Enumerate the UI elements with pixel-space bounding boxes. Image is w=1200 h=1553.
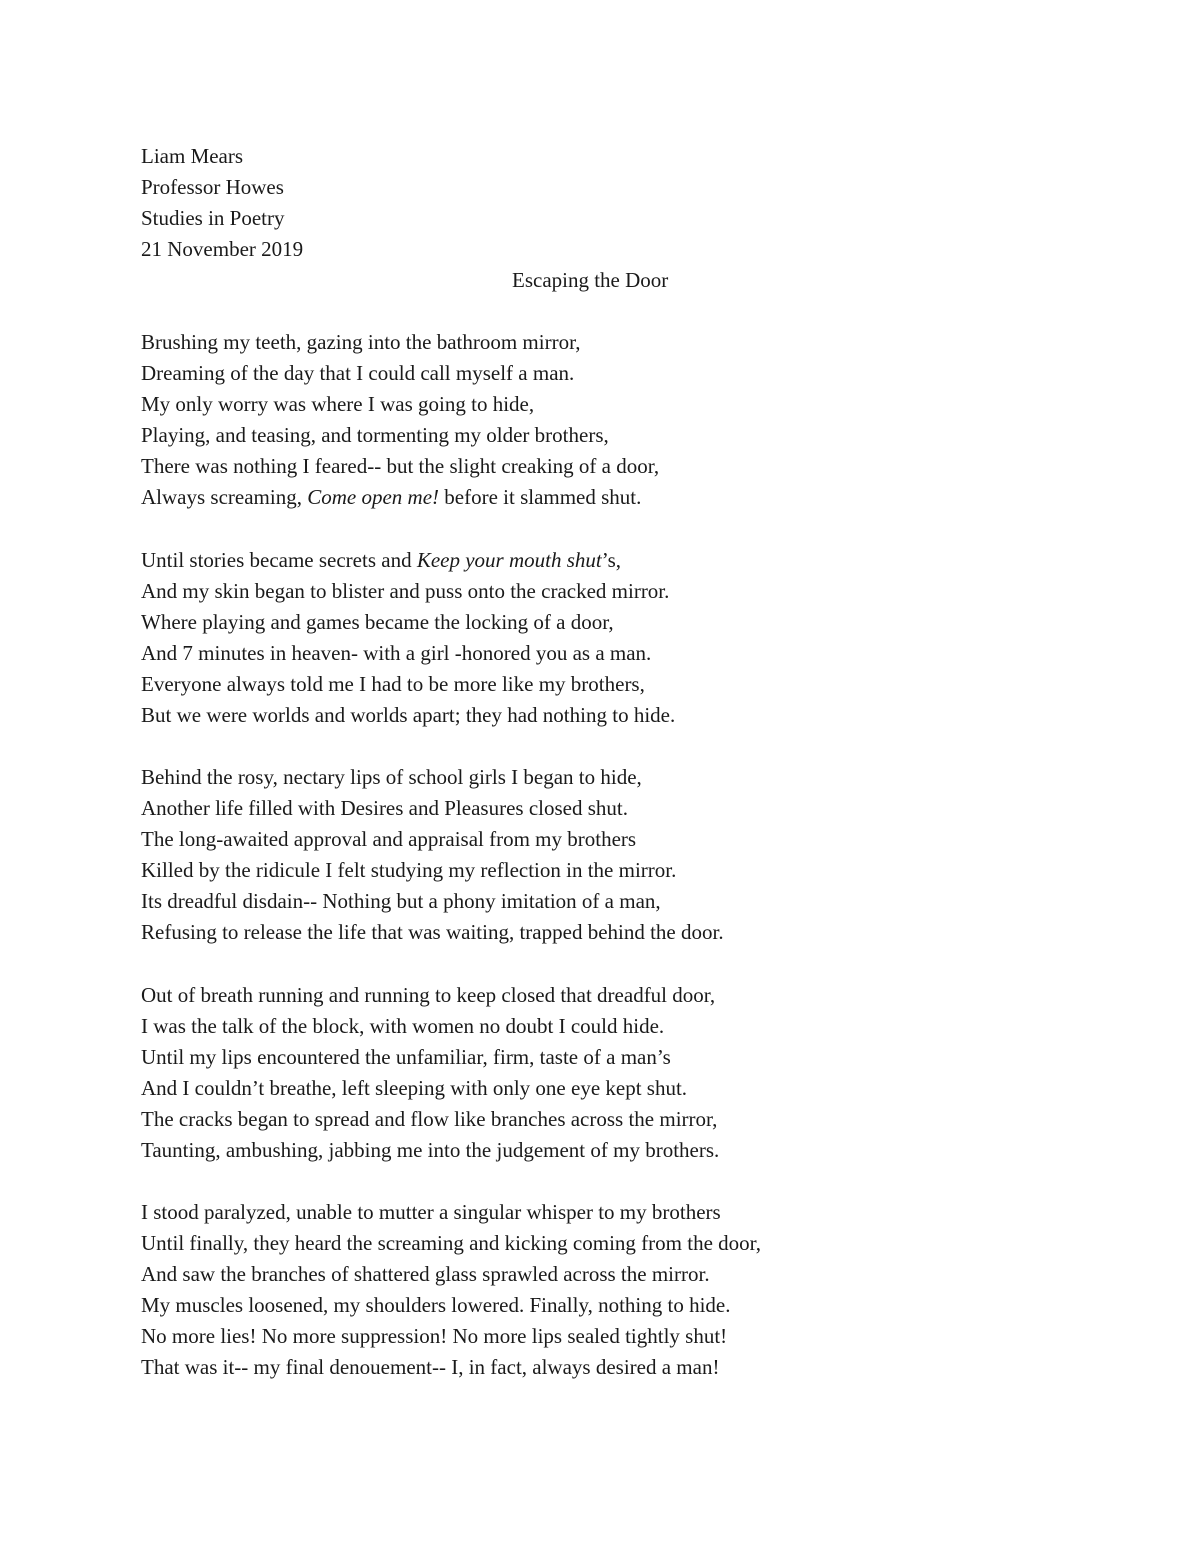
poem-line: The long-awaited approval and appraisal from my brothers xyxy=(141,827,637,851)
poem-line: And I couldn’t breathe, left sleeping with only one eye kept shut. xyxy=(141,1076,688,1100)
poem-line: There was nothing I feared-- but the slight creaking of a door, xyxy=(141,454,660,478)
poem-line: Refusing to release the life that was waiting, trapped behind the door. xyxy=(141,920,724,944)
poem-line: Killed by the ridicule I felt studying my reflection in the mirror. xyxy=(141,858,677,882)
document-date: 21 November 2019 xyxy=(141,237,304,261)
poem-line: Where playing and games became the locking of a door, xyxy=(141,610,614,634)
italic-phrase: Keep your mouth shut xyxy=(416,548,602,572)
poem-line: Until finally, they heard the screaming and kicking coming from the door, xyxy=(141,1231,762,1255)
poem-line: My muscles loosened, my shoulders lowered. Finally, nothing to hide. xyxy=(141,1293,731,1317)
poem-line: Playing, and teasing, and tormenting my older brothers, xyxy=(141,423,609,447)
poem-line: Always screaming, Come open me! before it slammed shut. xyxy=(141,485,642,509)
author-name: Liam Mears xyxy=(141,144,244,168)
italic-phrase: Come open me! xyxy=(307,485,440,509)
poem-line: Everyone always told me I had to be more like my brothers, xyxy=(141,672,645,696)
poem-line: And my skin began to blister and puss onto the cracked mirror. xyxy=(141,579,670,603)
poem-line: Until my lips encountered the unfamiliar, firm, taste of a man’s xyxy=(141,1045,671,1069)
poem-line: Dreaming of the day that I could call myself a man. xyxy=(141,361,575,385)
poem-line: Out of breath running and running to keep closed that dreadful door, xyxy=(141,983,716,1007)
poem-line: No more lies! No more suppression! No more lips sealed tightly shut! xyxy=(141,1324,728,1348)
poem-line: Behind the rosy, nectary lips of school girls I began to hide, xyxy=(141,765,642,789)
professor-name: Professor Howes xyxy=(141,175,284,199)
poem-line: The cracks began to spread and flow like branches across the mirror, xyxy=(141,1107,718,1131)
poem-line: Another life filled with Desires and Pleasures closed shut. xyxy=(141,796,628,820)
poem-line: I was the talk of the block, with women no doubt I could hide. xyxy=(141,1014,665,1038)
poem-line: That was it-- my final denouement-- I, in fact, always desired a man! xyxy=(141,1355,720,1379)
poem-line: Until stories became secrets and Keep your mouth shut’s, xyxy=(141,548,621,572)
poem-title: Escaping the Door xyxy=(512,268,669,292)
poem-line: I stood paralyzed, unable to mutter a singular whisper to my brothers xyxy=(141,1200,721,1224)
poem-line: But we were worlds and worlds apart; they had nothing to hide. xyxy=(141,703,676,727)
poem-line: And saw the branches of shattered glass sprawled across the mirror. xyxy=(141,1262,710,1286)
poem-line: My only worry was where I was going to hide, xyxy=(141,392,535,416)
poem-line: Its dreadful disdain-- Nothing but a phony imitation of a man, xyxy=(141,889,661,913)
poem-line: And 7 minutes in heaven- with a girl -honored you as a man. xyxy=(141,641,652,665)
poem-line: Taunting, ambushing, jabbing me into the judgement of my brothers. xyxy=(141,1138,720,1162)
poem-line: Brushing my teeth, gazing into the bathroom mirror, xyxy=(141,330,581,354)
course-name: Studies in Poetry xyxy=(141,206,285,230)
